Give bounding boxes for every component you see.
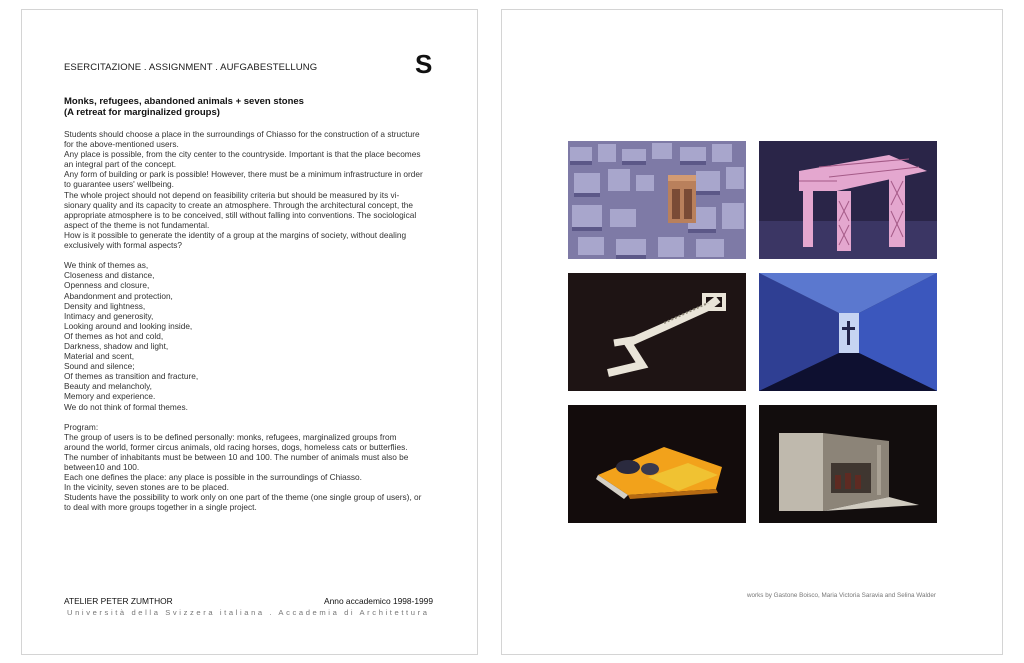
photo-credits: works by Gastone Boisco, Maria Victoria Saravia and Selina Walder [747,592,936,599]
body-line: How is it possible to generate the identity of a group at the margins of society, without dealing [64,229,407,240]
paragraph-gap [64,412,444,422]
body-line: We think of themes as, [64,260,149,271]
assignment-header: ESERCITAZIONE . ASSIGNMENT . AUFGABESTELLUNG [64,62,318,73]
body-line: Density and lightness, [64,300,146,311]
left-page [21,9,478,655]
body-line: The number of inhabitants must be between 10 and 100. The number of animals must also be [64,452,409,462]
body-line: Intimacy and generosity, [64,310,154,321]
photo-orange-slab [568,405,746,523]
body-line: Sound and silence; [64,361,135,372]
academic-year: Anno accademico 1998-1999 [324,596,433,606]
assignment-title [64,96,444,118]
body-line: exclusively with formal aspects? [64,240,183,251]
university-name: Università della Svizzera italiana . Accademia di Architettura [67,608,430,617]
body-line: Students should choose a place in the surroundings of Chiasso for the construction of a structure [64,129,420,139]
right-page [501,9,1003,655]
body-line: Any form of building or park is possible! However, there must be a minimum infrastructure in order [64,169,423,180]
body-line: Of themes as transition and fracture, [64,371,199,382]
photo-grey-box [759,405,937,523]
body-line: to deal with more groups together in a single project. [64,502,257,513]
body-line: Looking around and looking inside, [64,320,193,331]
body-line: Beauty and melancholy, [64,381,152,392]
body-line: Openness and closure, [64,280,150,291]
body-line: We do not think of formal themes. [64,401,188,412]
body-line: around the world, former circus animals, old racing horses, dogs, homeless cats or butterflies. [64,441,408,452]
body-line: The group of users is to be defined personally: monks, refugees, marginalized groups from [64,431,397,442]
body-line: Program: [64,421,99,432]
body-line: Closeness and distance, [64,270,155,281]
body-line: Of themes as hot and cold, [64,330,164,341]
atelier-name: ATELIER PETER ZUMTHOR [64,596,173,606]
body-line: Any place is possible, from the city center to the countryside. Important is that the place becomes [64,149,421,160]
body-line: Material and scent, [64,351,135,362]
body-line: aspect of the theme is not fundamental. [64,219,210,230]
body-line: In the vicinity, seven stones are to be placed. [64,482,229,493]
body-line: Each one defines the place: any place is possible in the surroundings of Chiasso. [64,472,362,483]
body-line: to guarantee users' wellbeing. [64,179,174,190]
body-line: The whole project should not depend on feasibility criteria but should be measured by its vi- [64,189,400,200]
body-line: an integral part of the concept. [64,159,177,170]
assignment-body [64,129,444,513]
body-line: Memory and experience. [64,391,156,402]
body-line: Darkness, shadow and light, [64,340,169,351]
body-line: Students have the possibility to work only on one part of the theme (one single group of users), or [64,492,422,503]
photo-block-model [568,141,746,259]
photo-zigzag-path [568,273,746,391]
title-line: Monks, refugees, abandoned animals + seven stones [64,96,304,107]
section-letter: S [415,49,433,79]
body-line: between10 and 100. [64,462,140,473]
body-line: for the above-mentioned users. [64,139,179,150]
title-line: (A retreat for marginalized groups) [64,107,220,118]
body-line: sionary quality and its capacity to create an atmosphere. Through the architectural concept, the [64,199,413,210]
photo-lattice-structure [759,141,937,259]
body-line: appropriate atmosphere is to be conceived, still without falling into conventions. The sociological [64,209,417,220]
body-line: Abandonment and protection, [64,290,173,301]
paragraph-gap [64,250,444,260]
photo-chapel-interior [759,273,937,391]
